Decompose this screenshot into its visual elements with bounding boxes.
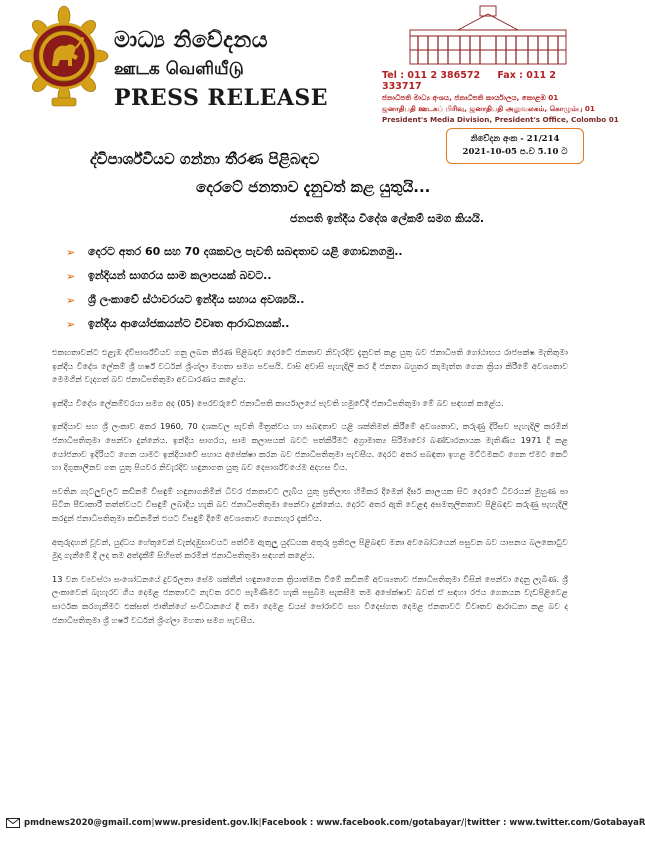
address-sinhala: ජනාධිපති මාධ්‍ය අංශය, ජනාධිපති කාර්යාලය, කොළඹ 01 bbox=[382, 93, 559, 102]
bullet-text: ශ්‍රී ලංකාවේ ස්ථාවරයට ඉන්දීය සහාය අවශ්‍යයි.. bbox=[88, 293, 305, 306]
presidential-secretariat-illustration bbox=[388, 4, 588, 68]
bullet-text: දෙරට අතර 60 සහ 70 දශකවල පැවති සබඳතාව යළි ගොඩනගමු.. bbox=[88, 245, 403, 258]
footer-email[interactable] bbox=[6, 818, 151, 828]
release-number: නිවේදන අංක - 21/214 bbox=[470, 134, 560, 144]
title-english: PRESS RELEASE bbox=[114, 85, 329, 111]
press-release-brand bbox=[114, 28, 328, 111]
lion-emblem-icon bbox=[22, 4, 106, 110]
list-item bbox=[66, 240, 403, 264]
paragraph: එකඟතාවන්ට එළැඹ ද්විපාර්ශ්වීයව ගනු ලබන තීරණ පිළිබඳව දෙරටේ ජනතාව නිවැරදිව දැනුවත් කළ යුතු බව ජනාධිපති ගෝඨාභය රාජපක්ෂ මැතිතුමා ඉන්දීය විදේශ ලේකම් ශ්‍රී හර්ෂ් වර්ධන් ශ්‍රිංග්ලා මහතා සමග පවසයි. වාසි අවාසි පැහැදිලි කර දී ජනතා බහුතර කැමැත්ත ගෙන ක්‍රියා කිරීමේ අවශ්‍යතාව මෙමගින් වැදගත් බව ජනාධිපතිතුමා අවධාරණය කළේය. bbox=[52, 347, 568, 385]
paragraph: 13 වන ව්‍යවස්ථා සංශෝධනයේ දුර්වලතා සේම ශක්තීන් හඳුනාගෙන ක්‍රියාත්මක වීමේ කඩිනම් අවශ්‍යතාව ජනාධිපතිතුමා විසින් පෙන්වා දෙනු ලැබිණ. ශ්‍රී ලංකාවෙන් බැහැරව ගිය දෙමළ ජනතාවට නැවත රටට පැමිණීමට හැකි පසුබිම සැකසීම තම අපේක්ෂාව බවත් ඒ සඳහා රජය ගෙනයන වැඩපිළිවෙළ සාර්ථක කරගැනීමට එක්සත් ජාතීන්ගේ සංවිධානයේ දී තමා දෙමළ ඩයස් පෝරාවට සහ විදෙස්ගත දෙමළ ජනතාවට විවෘතව ආරාධනා කළ බව ද ජනාධිපතිතුමා ශ්‍රී හර්ෂ් වර්ධන් ශ්‍රිංග්ලා මහතා සමග පැවසීය. bbox=[52, 573, 568, 625]
email-text: pmdnews2020@gmail.com bbox=[24, 818, 152, 828]
title-sinhala: මාධ්‍ය නිවේදනය bbox=[114, 28, 269, 53]
article-body bbox=[52, 346, 568, 637]
footer-twitter-link[interactable]: twitter : www.twitter.com/GotabayaR bbox=[467, 818, 645, 828]
headline-subline: ජනපති ඉන්දීය විදේශ ලේකම් සමග කියයි. bbox=[290, 212, 485, 225]
paragraph: පවතින ගැටලුවලට කඩිනම් විසඳුම් හඳුනාගනිමින් ධීවර ජනතාවට ලැබිය යුතු ප්‍රතිලාභ හිමිකර දීමෙන් දීර්ඝ කාලයක සිට දෙරටේ ධීවරයන් මුහුණ පා සිටින පීඩාකාරී තත්ත්වයට විසඳුම් ලබාදිය හැකි බව ජනාධිපතිතුමා පෙන්වා දුන්නේය. දෙරට අතර ඇති වෙළඳ අසමතුලිතතාව පිළිබඳව කරුණු පැහැදිලි කරදුන් ජනාධිපතිතුමා කඩිනමින් එයට විසඳුම් දීමේ අවශ්‍යතාව ගෙනහැර දැක්විය. bbox=[52, 485, 568, 523]
release-datetime: 2021-10-05 ප.ව 5.10 ට bbox=[462, 147, 568, 157]
headline-line-1: ද්විපාර්ශ්වීයව ගන්නා තීරණ පිළිබඳව bbox=[90, 150, 320, 168]
list-item bbox=[66, 312, 403, 336]
bullet-text: ඉන්දියන් සාගරය සාම කලාපයක් බවට.. bbox=[88, 269, 272, 282]
list-item bbox=[66, 288, 403, 312]
footer-separator: | bbox=[151, 818, 155, 828]
title-tamil: ஊடக வெளியீடு bbox=[114, 59, 244, 79]
list-item bbox=[66, 264, 403, 288]
building-icon bbox=[388, 4, 588, 68]
fax-number: Fax : 011 2 333717 bbox=[382, 70, 557, 92]
release-reference-box bbox=[446, 128, 584, 164]
national-emblem bbox=[22, 4, 106, 110]
footer-website-link[interactable]: www.president.gov.lk bbox=[154, 818, 259, 828]
mail-icon bbox=[6, 818, 20, 828]
telephone-number: Tel : 011 2 386572 bbox=[382, 70, 481, 81]
arrow-bullet-icon: ➢ bbox=[66, 269, 76, 283]
paragraph: අතුරුදහන් වූවන්, යුද්ධය හේතුවෙන් වැන්දඹුභාවයට පත්වීම ඇතුලු යුද්ධයක අතුරු ප්‍රතිඵල පිළිබඳව මනා අවබෝධයෙන් පසුවන බව යාපනය බලකොටුව මුදා ගැනීමේ දී ලද තම අත්දැකීම් සිහිපත් කරමින් ජනාධිපතිතුමා සඳහන් කළේය. bbox=[52, 536, 568, 561]
footer-bar bbox=[0, 810, 645, 836]
arrow-bullet-icon: ➢ bbox=[66, 317, 76, 331]
address-tamil: ஜனாதிபதி ஊடகப் பிரிவு, ஜனாதிபதி அலுவலகம், கொழும்பு 01 bbox=[382, 104, 595, 113]
arrow-bullet-icon: ➢ bbox=[66, 245, 76, 259]
address-english: President's Media Division, President's Office, Colombo 01 bbox=[382, 115, 619, 124]
footer-separator: | bbox=[258, 818, 262, 828]
highlight-bullets bbox=[66, 240, 403, 336]
bullet-text: ඉන්දීය ආයෝජකයන්ට විවෘත ආරාධනයක්.. bbox=[88, 317, 290, 330]
footer-separator: | bbox=[464, 818, 468, 828]
contact-block bbox=[382, 70, 619, 125]
paragraph: ඉන්දියාව සහ ශ්‍රී ලංකාව අතර 1960, 70 දශකවල පැවති මිත්‍රත්වය හා සබඳතාව යළි ශක්තිමත් කිරීමේ අවශ්‍යතාව, කරුණු දිරිසව පැහැදිලි කරමින් ජනාධිපතිතුමා පෙන්වා දුන්නේය. ඉන්දීය සාගරය, සාම කලාපයක් බවට පත්කිරීමට අග්‍රාමාත්‍ය සිරිමාවෝ බණ්ඩාරනායක මැතිණිය 1971 දී කළ යෝජනාව ඉදිරියට ගෙන යාමට ඉන්දියාවේ සහාය අපේක්ෂා කරන බව ජනාධිපතිතුමා පැවසීය. දෙරට අතර සබඳතා ඉහළ මට්ටමකට ගෙන ඒමට කෙටි හා දිගුකාලීනව ගත යුතු පියවර නිවැරදිව හඳුනාගත යුතු බව දෙපාර්ශ්වයේම අදහස විය. bbox=[52, 421, 568, 473]
headline-line-2: දෙරටේ ජනතාව දැනුවත් කළ යුතුයි... bbox=[196, 178, 431, 196]
paragraph: ඉන්දීය විදේශ ලේකම්වරයා සමග අද (05) පෙරවරුවේ ජනාධිපති කාර්යාලයේ පැවති හමුවේදී ජනාධිපතිතුමා මේ බව සඳහන් කළේය. bbox=[52, 397, 504, 408]
arrow-bullet-icon: ➢ bbox=[66, 293, 76, 307]
footer-facebook-link[interactable]: Facebook : www.facebook.com/gotabayar/ bbox=[261, 818, 465, 828]
